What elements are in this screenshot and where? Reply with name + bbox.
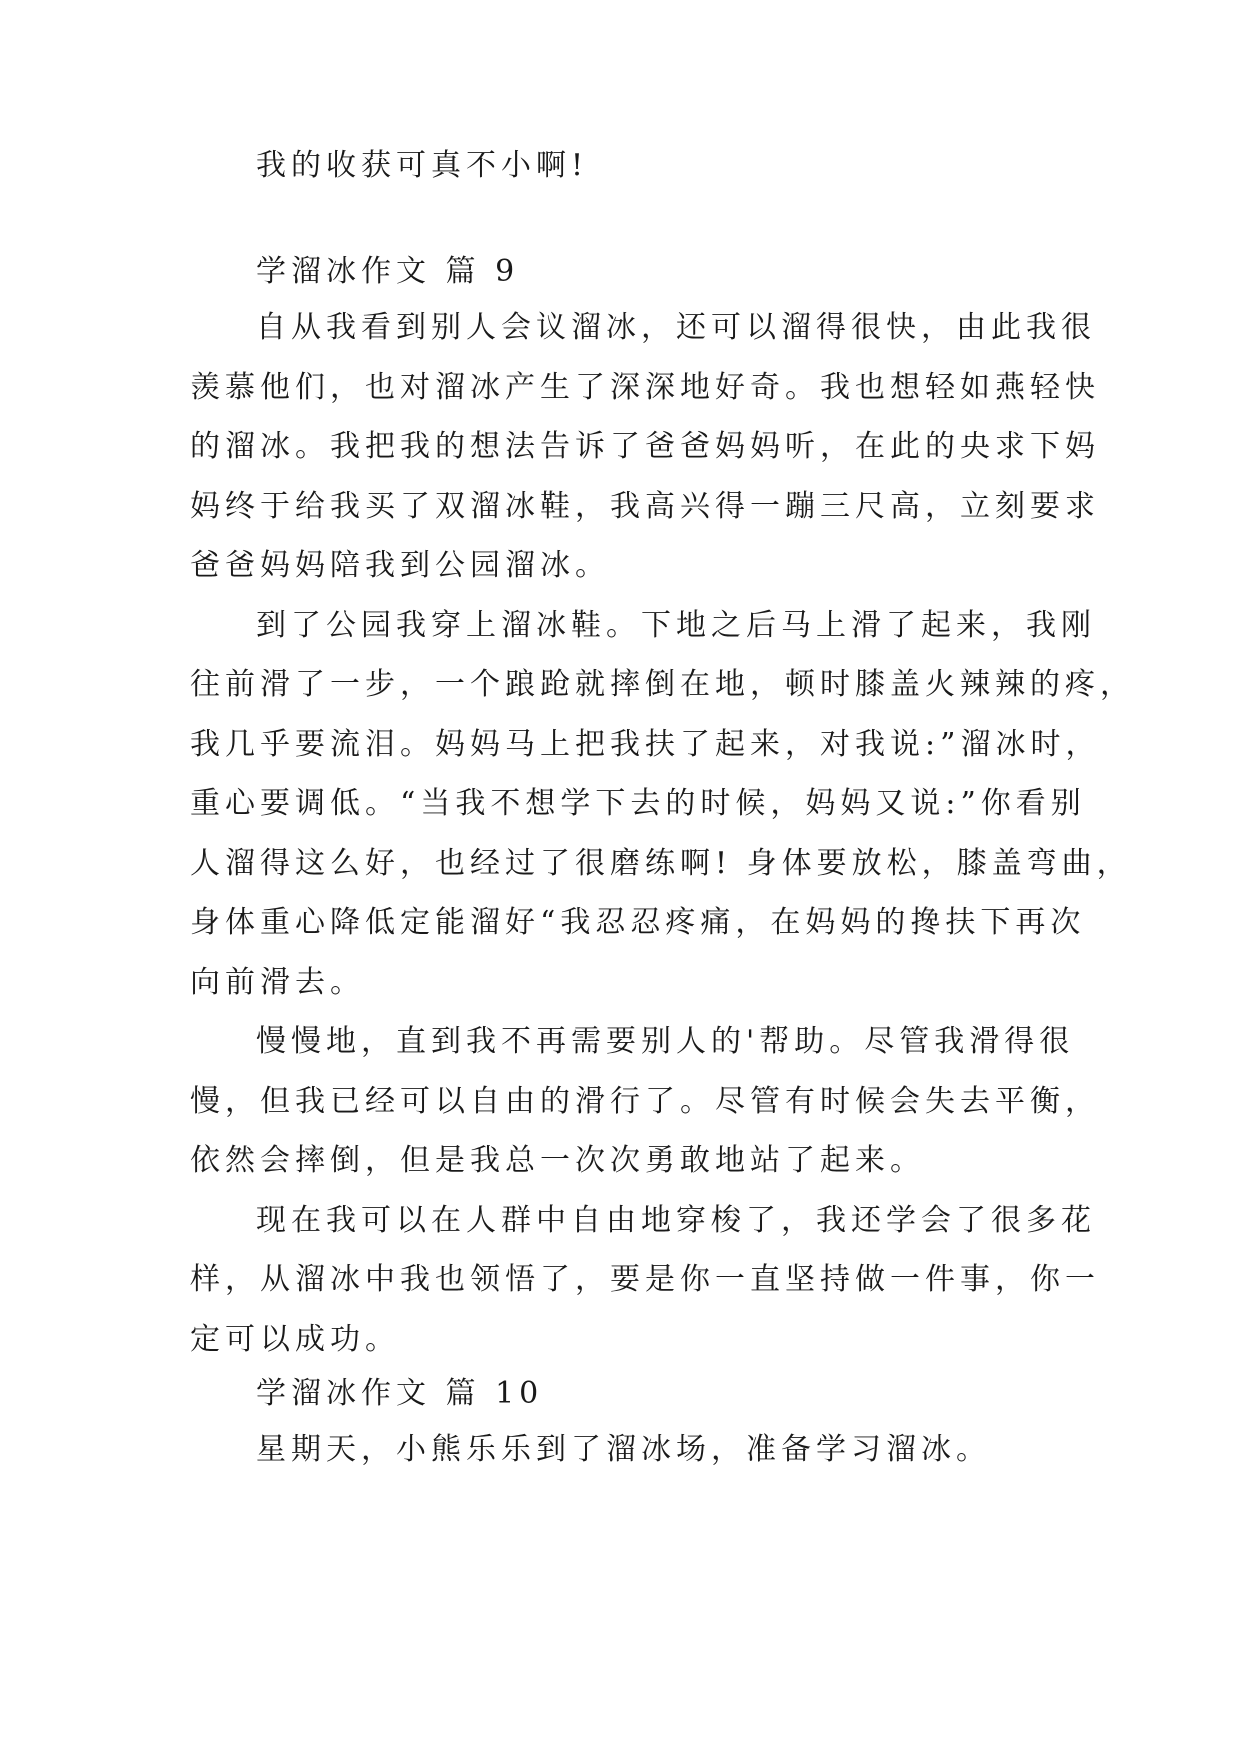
essay-9-p1-line: 羡慕他们，也对溜冰产生了深深地好奇。我也想轻如燕轻快: [190, 369, 1100, 405]
essay-9-p1-line: 自从我看到别人会议溜冰，还可以溜得很快，由此我很: [256, 310, 1096, 345]
essay-9-p1-line: 的溜冰。我把我的想法告诉了爸爸妈妈听，在此的央求下妈: [190, 429, 1100, 464]
essay-9-p4-line: 样，从溜冰中我也领悟了，要是你一直坚持做一件事，你一: [190, 1262, 1100, 1297]
intro-closing-line: 我的收获可真不小啊!: [256, 148, 589, 183]
essay-9-p2-line: 人溜得这么好，也经过了很磨练啊! 身体要放松，膝盖弯曲，: [190, 845, 1132, 881]
essay-9-p2-line: 我几乎要流泪。妈妈马上把我扶了起来，对我说:”溜冰时，: [190, 726, 1101, 762]
essay-9-body: [190, 298, 1135, 1369]
essay-9-heading: 学溜冰作文 篇 9: [256, 254, 520, 289]
essay-9-p2-line: 向前滑去。: [190, 964, 365, 1000]
essay-10-heading: 学溜冰作文 篇 10: [256, 1376, 544, 1411]
essay-9-p3-line: 慢慢地，直到我不再需要别人的'帮助。尽管我滑得很: [256, 1024, 1075, 1059]
essay-9-p4-line: 定可以成功。: [190, 1321, 400, 1357]
essay-9-p2-line: 到了公园我穿上溜冰鞋。下地之后马上滑了起来，我刚: [256, 607, 1096, 643]
essay-9-p2-line: 身体重心降低定能溜好“我忍忍疼痛，在妈妈的搀扶下再次: [190, 905, 1086, 940]
essay-9-p1-line: 妈终于给我买了双溜冰鞋，我高兴得一蹦三尺高，立刻要求: [190, 488, 1100, 524]
essay-9-p1-line: 爸爸妈妈陪我到公园溜冰。: [190, 548, 610, 583]
essay-9-p4-line: 现在我可以在人群中自由地穿梭了，我还学会了很多花: [256, 1202, 1096, 1238]
essay-9-p3-line: 依然会摔倒，但是我总一次次勇敢地站了起来。: [190, 1143, 925, 1178]
essay-9-p2-line: 重心要调低。“当我不想学下去的时候，妈妈又说:”你看别: [190, 786, 1086, 821]
essay-10-first-line: 星期天，小熊乐乐到了溜冰场，准备学习溜冰。: [256, 1432, 991, 1467]
essay-9-p3-line: 慢，但我已经可以自由的滑行了。尽管有时候会失去平衡，: [190, 1083, 1100, 1119]
essay-9-p2-line: 往前滑了一步，一个踉跄就摔倒在地，顿时膝盖火辣辣的疼，: [190, 667, 1135, 702]
